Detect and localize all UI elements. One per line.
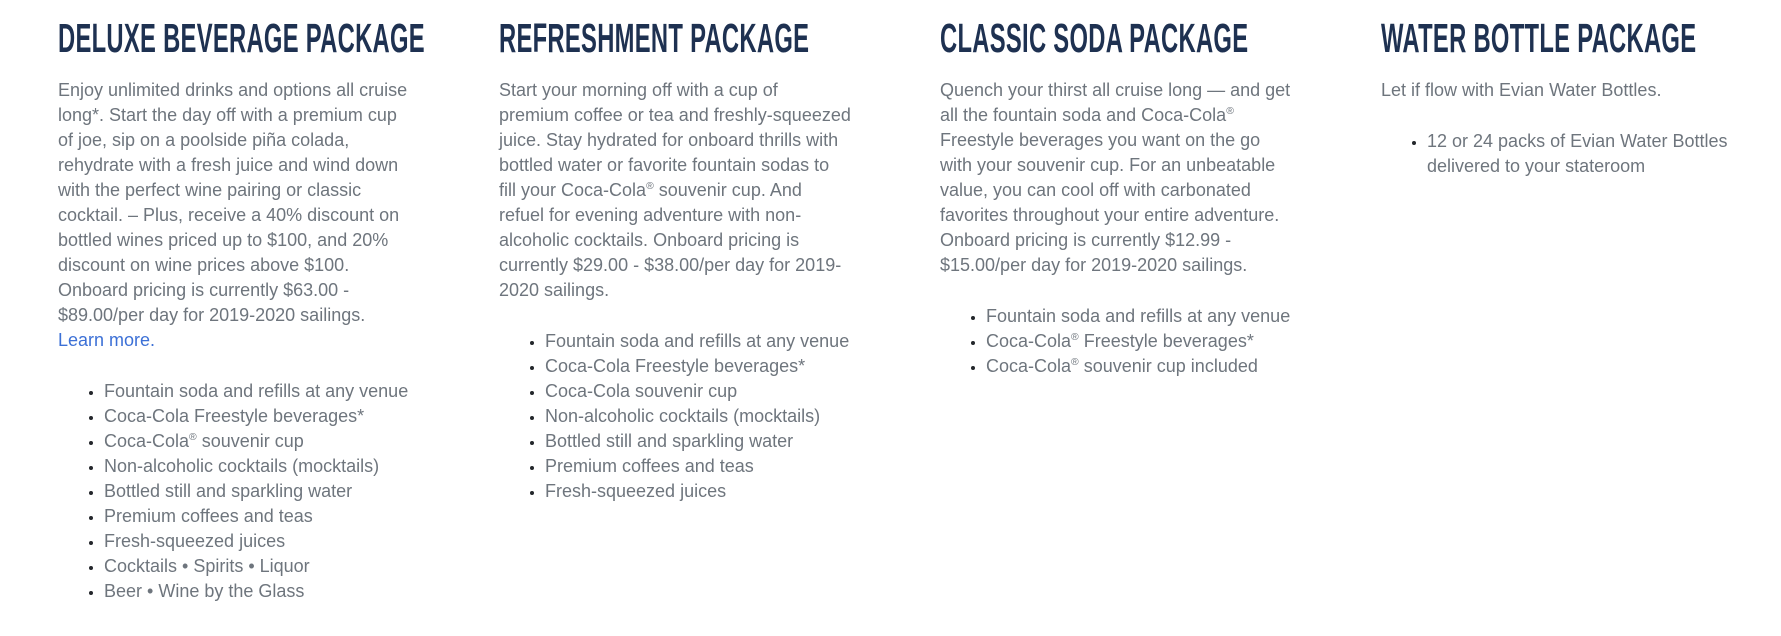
package-description [58, 78, 410, 353]
package-feature-list [58, 379, 410, 604]
list-item: • Cocktails • Spirits • Liquor [104, 554, 410, 579]
learn-more-link[interactable]: Learn more. [58, 330, 156, 350]
package-feature-list [1381, 129, 1733, 179]
package-description-text: Enjoy unlimited drinks and options all cruise long*. Start the day off with a premium cup of joe, sip on a poolside piña colada, rehydrate with a fresh juice and wind down with the perfect wine pairing or classic cocktail. – Plus, receive a 40% discount on bottled wines priced up to $100, and 20% discount on wine prices above $100. Onboard pricing is currently $63.00 - $89.00/per day for 2019-2020 sailings. [58, 80, 408, 325]
list-item: • Bottled still and sparkling water [104, 479, 410, 504]
package-title-text: DELUXE BEVERAGE PACKAGE [58, 15, 425, 61]
package-card-classic-soda [940, 15, 1292, 604]
list-item: • Fresh-squeezed juices [104, 529, 410, 554]
package-title [499, 15, 851, 61]
package-description-text: Start your morning off with a cup of premium coffee or tea and freshly-squeezed juice. Stay hydrated for onboard thrills with bottled water or favorite fountain sodas to fill your Coca-Cola® souvenir cup. And refuel for evening adventure with non-alcoholic cocktails. Onboard pricing is currently $29.00 - $38.00/per day for 2019-2020 sailings. [499, 80, 851, 300]
list-item: • Coca-Cola souvenir cup [545, 379, 851, 404]
package-description [1381, 78, 1733, 103]
package-title-text: CLASSIC SODA PACKAGE [940, 15, 1249, 61]
list-item: • Beer • Wine by the Glass [104, 579, 410, 604]
list-item: • Premium coffees and teas [104, 504, 410, 529]
list-item: • Fresh-squeezed juices [545, 479, 851, 504]
package-description [940, 78, 1292, 278]
package-card-refreshment [499, 15, 851, 604]
list-item: • Coca-Cola Freestyle beverages* [104, 404, 410, 429]
list-item: • Fountain soda and refills at any venue [986, 304, 1292, 329]
package-feature-list [940, 304, 1292, 379]
package-title [58, 15, 425, 61]
list-item: • Premium coffees and teas [545, 454, 851, 479]
package-title [940, 15, 1292, 61]
list-item: • Coca-Cola Freestyle beverages* [545, 354, 851, 379]
list-item: • Fountain soda and refills at any venue [104, 379, 410, 404]
package-title-text: WATER BOTTLE PACKAGE [1381, 15, 1697, 61]
package-description [499, 78, 851, 303]
list-item: • Non-alcoholic cocktails (mocktails) [104, 454, 410, 479]
package-title [1381, 15, 1733, 61]
package-feature-list [499, 329, 851, 504]
list-item: • Coca-Cola® souvenir cup [104, 429, 410, 454]
package-title-text: REFRESHMENT PACKAGE [499, 15, 810, 61]
package-card-water-bottle [1381, 15, 1733, 604]
list-item: • Fountain soda and refills at any venue [545, 329, 851, 354]
package-description-text: Quench your thirst all cruise long — and get all the fountain soda and Coca-Cola® Freestyle beverages you want on the go with your souvenir cup. For an unbeatable value, you can cool off with carbonated favorites throughout your entire adventure. Onboard pricing is currently $12.99 - $15.00/per day for 2019-2020 sailings. [940, 80, 1291, 275]
list-item: • Coca-Cola® souvenir cup included [986, 354, 1292, 379]
package-card-deluxe [58, 15, 425, 604]
list-item: • Non-alcoholic cocktails (mocktails) [545, 404, 851, 429]
package-description-text: Let if flow with Evian Water Bottles. [1381, 80, 1662, 100]
list-item: • 12 or 24 packs of Evian Water Bottles delivered to your stateroom [1427, 129, 1733, 179]
list-item: • Coca-Cola® Freestyle beverages* [986, 329, 1292, 354]
list-item: • Bottled still and sparkling water [545, 429, 851, 454]
